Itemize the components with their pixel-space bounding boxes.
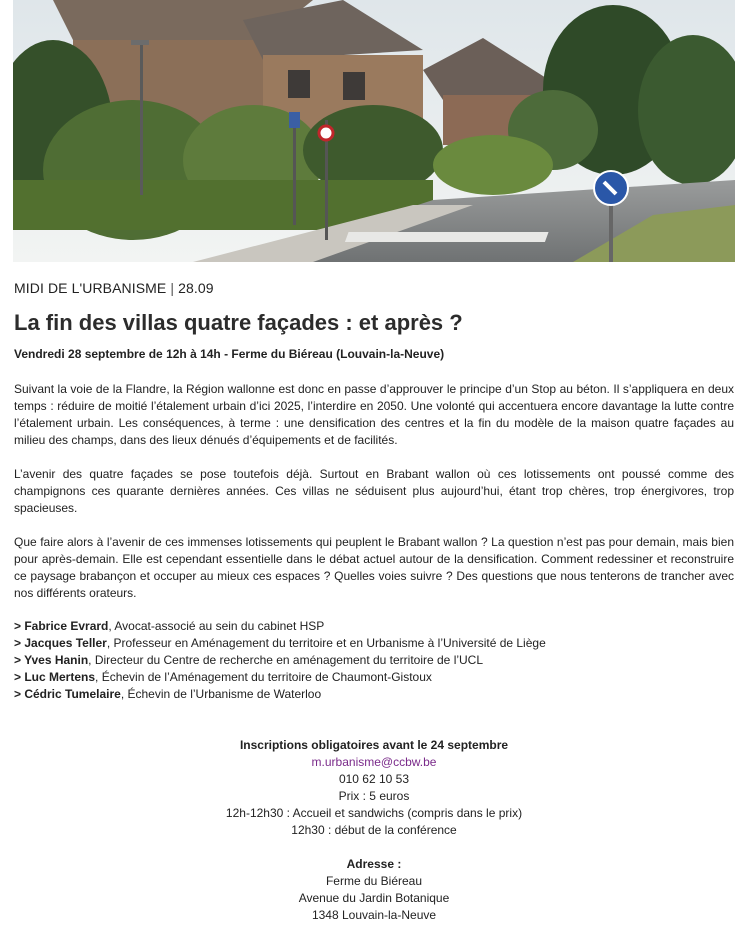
address-venue: Ferme du Biéreau — [325, 874, 423, 888]
schedule-welcome: 12h-12h30 : Accueil et sandwichs (compris dans le prix) — [225, 806, 523, 820]
event-schedule-subtitle: Vendredi 28 septembre de 12h à 14h - Ferme du Biéreau (Louvain-la-Neuve) — [14, 347, 445, 361]
registration-email-link[interactable]: m.urbanisme@ccbw.be — [311, 755, 437, 769]
speaker-name: Fabrice Evrard — [24, 619, 109, 633]
address-city: 1348 Louvain-la-Neuve — [311, 908, 437, 922]
question-paragraph: Que faire alors à l’avenir de ces immenses lotissements qui peuplent le Brabant wallon ? La question n’est pas pour demain, mais bien pour après-demain. Elle est cependant essentielle dans le débat actuel autour de la densification. Comment redessiner et reconstruire ce paysage brabançon et occuper au mieux ces espaces ? Quelles voies suivre ? Des questions que nous tenterons de trancher avec nos différents orateurs. — [14, 535, 734, 600]
street-scene-image — [13, 0, 735, 262]
speaker-item — [14, 635, 734, 652]
context-paragraph: L’avenir des quatre façades se pose toutefois déjà. Surtout en Brabant wallon où ces lotissements ont poussé comme des champignons ces quarante dernières années. Ces villas ne séduisent plus aujourd’hui, étant trop chères, trop énergivores, trop spacieuses. — [14, 467, 734, 515]
speaker-item — [14, 652, 734, 669]
speaker-prefix: > — [14, 619, 25, 633]
speaker-role: , Échevin de l’Urbanisme de Waterloo — [120, 687, 322, 701]
registration-price: Prix : 5 euros — [338, 789, 410, 803]
speaker-role: , Directeur du Centre de recherche en aménagement du territoire de l’UCL — [88, 653, 484, 667]
kicker-separator: | — [170, 280, 175, 296]
speaker-item — [14, 669, 734, 686]
speaker-prefix: > — [14, 670, 25, 684]
speaker-name: Yves Hanin — [24, 653, 89, 667]
hero-photo — [13, 0, 735, 262]
speaker-role: , Professeur en Aménagement du territoire et en Urbanisme à l’Université de Liège — [106, 636, 546, 650]
registration-heading: Inscriptions obligatoires avant le 24 septembre — [239, 738, 509, 752]
event-kicker — [14, 280, 214, 296]
address-block — [14, 856, 734, 924]
intro-paragraph: Suivant la voie de la Flandre, la Région wallonne est donc en passe d’approuver le principe d’un Stop au béton. Il s’appliquera en deux temps : réduire de moitié l’étalement urbain d’ici 2025, l’interdire en 2050. Une volonté qui accentuera encore davantage la lutte contre l’étalement urbain. Les conséquences, à terme : une densification des centres et la fin du modèle de la maison quatre façades au milieu des champs, dans des lieux dénués d’équipements et de facilités. — [14, 382, 734, 447]
address-heading: Adresse : — [346, 857, 402, 871]
registration-block — [14, 737, 734, 839]
speaker-prefix: > — [14, 653, 25, 667]
speaker-prefix: > — [14, 687, 25, 701]
speaker-item — [14, 618, 734, 635]
speaker-name: Luc Mertens — [24, 670, 96, 684]
schedule-conference: 12h30 : début de la conférence — [291, 823, 457, 837]
speaker-name: Cédric Tumelaire — [24, 687, 121, 701]
event-category: MIDI DE L'URBANISME — [14, 280, 167, 296]
address-street: Avenue du Jardin Botanique — [298, 891, 450, 905]
registration-phone: 010 62 10 53 — [338, 772, 410, 786]
speaker-item — [14, 686, 734, 703]
event-date: 28.09 — [178, 280, 214, 296]
speaker-name: Jacques Teller — [24, 636, 107, 650]
speaker-role: , Avocat-associé au sein du cabinet HSP — [108, 619, 325, 633]
speakers-list — [14, 618, 734, 703]
speaker-role: , Échevin de l’Aménagement du territoire de Chaumont-Gistoux — [95, 670, 432, 684]
page-title: La fin des villas quatre façades : et après ? — [14, 310, 463, 335]
speaker-prefix: > — [14, 636, 25, 650]
